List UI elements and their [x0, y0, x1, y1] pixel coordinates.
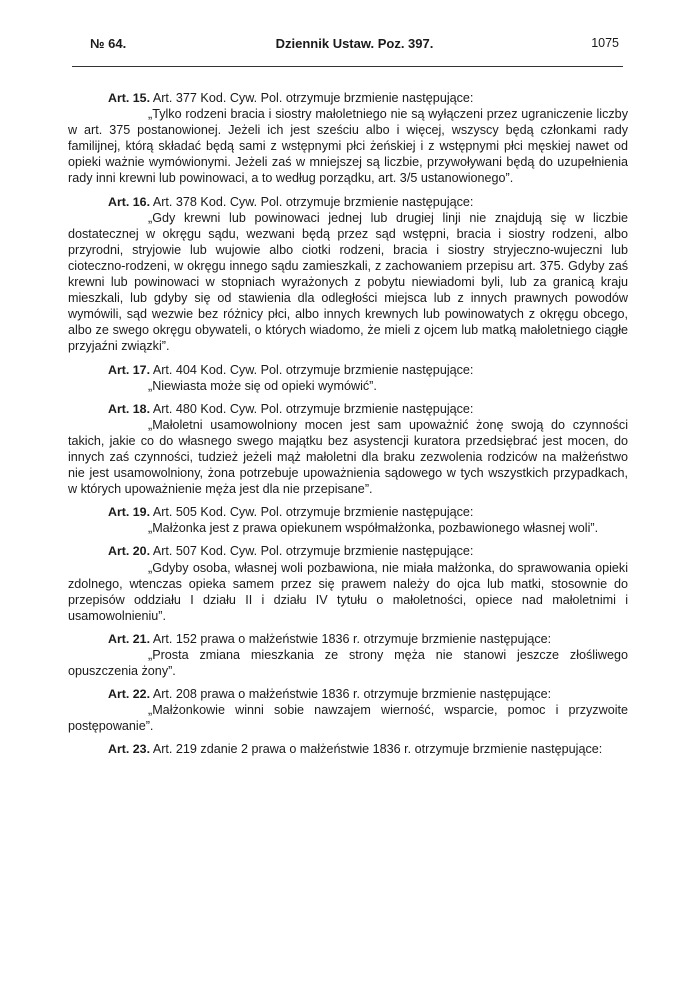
article-quote: „Niewiasta może się od opieki wymówić”.: [148, 378, 377, 393]
article-label: Art. 17.: [108, 362, 151, 377]
article-17: [68, 362, 628, 394]
article-intro: Art. 208 prawa o małżeństwie 1836 r. otrzymuje brzmienie następujące:: [152, 687, 552, 702]
article-quote: „Gdy krewni lub powinowaci jednej lub drugiej linji nie znajdują się w liczbie dostatecznej w okręgu sądu, wezwani będą przez sąd wstępni, bracia i siostry rodzeni, albo przyrodni, stryjowie lub wujowie albo ciotki rodzeni, bracia i siostry stryjeczno-wujeczni lub cioteczno-rodzeni, w okręgu innego sądu zamieszkali, z zachowaniem przepisu art. 375. Gdyby zaś krewni lub powinowaci w stopniach wyrażonych z pobytu niewiadomi byli, lub za granicą kraju mieszkali, lub gdyby się od stawienia dla odległości miejsca lub z innych prawnych powodów wymówili, sąd wezwie bez różnicy płci, albo innych krewnych lub powinowatych z okręgu obcego, albo ze swego okręgu obywateli, o których wiadomo, że mieli z ojcem lub matką małoletniego ciągłe przyjaźni związki”.: [68, 210, 628, 354]
article-23: [68, 741, 628, 757]
article-18: [68, 401, 628, 498]
article-intro: Art. 219 zdanie 2 prawa o małżeństwie 1836 r. otrzymuje brzmienie następujące:: [152, 742, 603, 757]
page-number: 1075: [591, 36, 619, 50]
article-quote: „Małoletni usamowolniony mocen jest sam upoważnić żonę swoją do czynności takich, jakie co do własnego swego majątku bez asystencji kuratora przedsiębrać jest mocen, do innych zaś czynności, tudzież jeżeli mąż małoletni dla braku zezwolenia rodziców na małżeństwo nie jest usamowolniony, żona potrzebuje upoważnienia sądowego w tych wszystkich przypadkach, w których upoważnienie męża jest dla nie przepisane”.: [68, 417, 628, 497]
article-20: [68, 543, 628, 623]
article-19: [68, 504, 628, 536]
article-label: Art. 15.: [108, 91, 151, 105]
article-16: [68, 194, 628, 355]
article-quote: „Tylko rodzeni bracia i siostry małoletniego nie są wyłączeni przez ugraniczenie liczby w art. 375 postanowionej. Jeżeli ich jest sześciu albo i więcej, wszyscy będą członkami rady familijnej, którą składać będą sami z wstępnymi płci żeńskiej i z wstępnymi płci męskiej nawet od opieki ważnie wymówionymi. Jeżeli zaś w mniejszej są liczbie, przywoływani będą do uzupełnienia rady inni krewni lub powinowaci, a to według porządku, art. 3/5 ustanowionego”.: [68, 107, 628, 186]
article-quote: „Gdyby osoba, własnej woli pozbawiona, nie miała małżonka, do sprawowania opieki zdolnego, wtenczas opieka samem przez się prawem należy do ojca lub matki, stosownie do przepisów oddziału I działu II i działu IV tytułu o małoletności, opiece nad małoletnimi i usamowolnieniu”.: [68, 560, 628, 623]
article-intro: Art. 377 Kod. Cyw. Pol. otrzymuje brzmienie następujące:: [152, 91, 474, 105]
article-intro: Art. 404 Kod. Cyw. Pol. otrzymuje brzmienie następujące:: [152, 362, 474, 377]
article-quote: „Małżonkowie winni sobie nawzajem wierność, wsparcie, pomoc i przyzwoite postępowanie”.: [68, 703, 628, 734]
article-label: Art. 16.: [108, 194, 151, 209]
article-intro: Art. 507 Kod. Cyw. Pol. otrzymuje brzmienie następujące:: [152, 544, 474, 559]
article-label: Art. 21.: [108, 631, 151, 646]
article-label: Art. 18.: [108, 401, 151, 416]
article-intro: Art. 505 Kod. Cyw. Pol. otrzymuje brzmienie następujące:: [152, 505, 474, 520]
document-body: [68, 90, 628, 765]
article-21: [68, 631, 628, 679]
article-label: Art. 23.: [108, 742, 151, 757]
article-15: [68, 90, 628, 187]
article-intro: Art. 378 Kod. Cyw. Pol. otrzymuje brzmienie następujące:: [152, 194, 474, 209]
article-22: [68, 686, 628, 734]
article-quote: „Prosta zmiana mieszkania ze strony męża nie stanowi jeszcze złośliwego opuszczenia żony”.: [68, 648, 628, 679]
article-label: Art. 20.: [108, 544, 151, 559]
journal-title: Dziennik Ustaw. Poz. 397.: [275, 36, 434, 51]
article-intro: Art. 480 Kod. Cyw. Pol. otrzymuje brzmienie następujące:: [152, 401, 474, 416]
article-intro: Art. 152 prawa o małżeństwie 1836 r. otrzymuje brzmienie następujące:: [152, 631, 552, 646]
page-header: [90, 36, 619, 56]
article-label: Art. 19.: [108, 505, 151, 520]
header-rule: [72, 66, 623, 67]
article-label: Art. 22.: [108, 687, 151, 702]
article-quote: „Małżonka jest z prawa opiekunem współmałżonka, pozbawionego własnej woli”.: [148, 521, 599, 536]
issue-number: № 64.: [90, 36, 127, 51]
